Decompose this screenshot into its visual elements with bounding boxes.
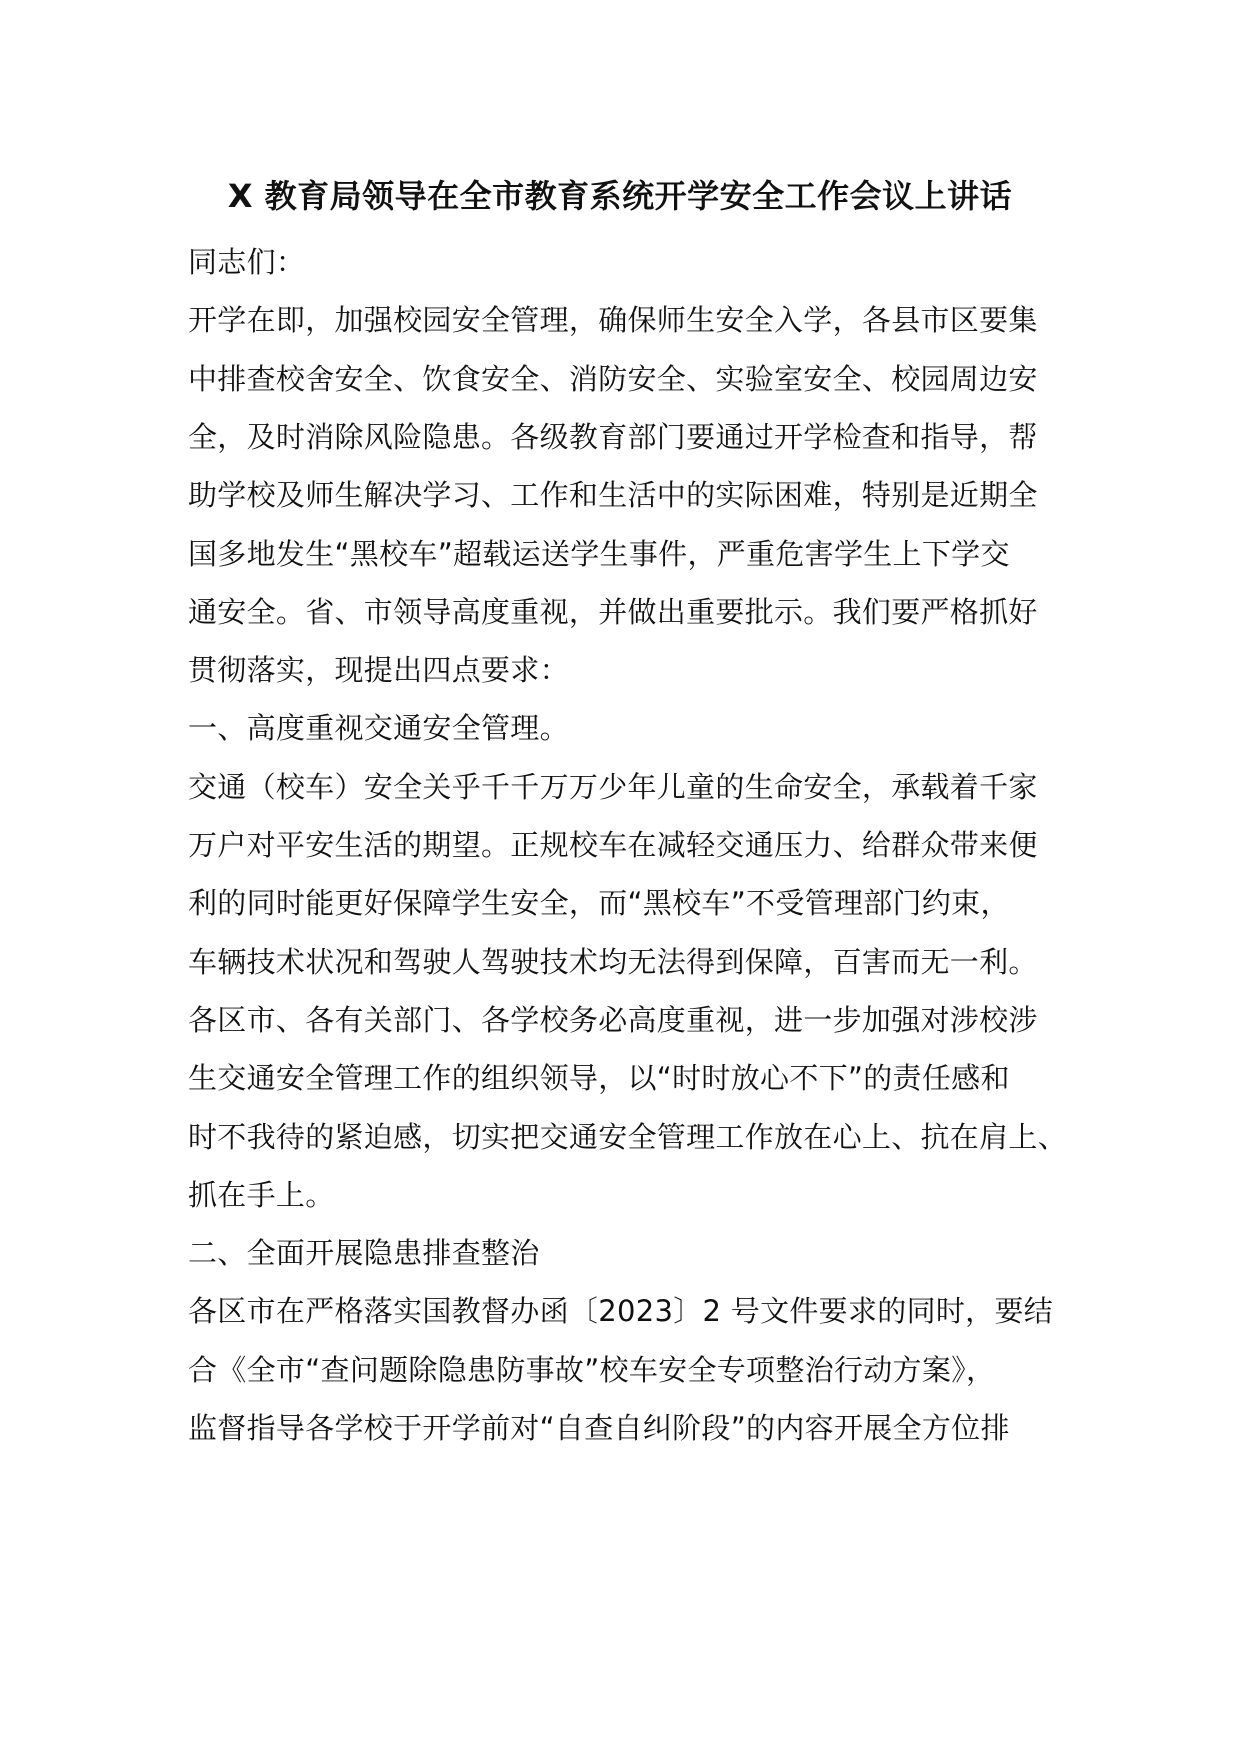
- body-line: 中排查校舍安全、饮食安全、消防安全、实验室安全、校园周边安: [188, 361, 1038, 396]
- body-line: 助学校及师生解决学习、工作和生活中的实际困难，特别是近期全: [188, 478, 1038, 513]
- document-title: X 教育局领导在全市教育系统开学安全工作会议上讲话: [227, 177, 1013, 215]
- body-line: 贯彻落实，现提出四点要求：: [188, 653, 569, 688]
- body-line: 利的同时能更好保障学生安全，而“黑校车”不受管理部门约束，: [188, 886, 1010, 921]
- body-line: 抓在手上。: [188, 1177, 335, 1212]
- body-line: 一、高度重视交通安全管理。: [188, 711, 569, 746]
- body-line: 交通（校车）安全关乎千千万万少年儿童的生命安全，承载着千家: [188, 769, 1038, 804]
- body-line: 各区市、各有关部门、各学校务必高度重视，进一步加强对涉校涉: [188, 1002, 1038, 1037]
- body-line: 二、全面开展隐患排查整治: [188, 1236, 540, 1271]
- body-line: 开学在即，加强校园安全管理，确保师生安全入学，各县市区要集: [188, 303, 1038, 338]
- body-line: 车辆技术状况和驾驶人驾驶技术均无法得到保障，百害而无一利。: [188, 944, 1038, 979]
- body-line: 合《全市“查问题除隐患防事故”校车安全专项整治行动方案》，: [188, 1352, 996, 1387]
- body-line: 万户对平安生活的期望。正规校车在减轻交通压力、给群众带来便: [188, 828, 1038, 862]
- body-line: 监督指导各学校于开学前对“自查自纠阶段”的内容开展全方位排: [188, 1411, 1010, 1445]
- body-line: 各区市在严格落实国教督办函〔2023〕2 号文件要求的同时，要结: [188, 1294, 1054, 1329]
- body-line: 全，及时消除风险隐患。各级教育部门要通过开学检查和指导，帮: [188, 419, 1038, 454]
- body-line: 同志们：: [188, 245, 306, 279]
- body-line: 国多地发生“黑校车”超载运送学生事件，严重危害学生上下学交: [188, 536, 1010, 571]
- body-line: 时不我待的紧迫感，切实把交通安全管理工作放在心上、抗在肩上、: [188, 1119, 1068, 1154]
- body-line: 通安全。省、市领导高度重视，并做出重要批示。我们要严格抓好: [188, 594, 1038, 629]
- body-line: 生交通安全管理工作的组织领导，以“时时放心不下”的责任感和: [188, 1061, 1010, 1096]
